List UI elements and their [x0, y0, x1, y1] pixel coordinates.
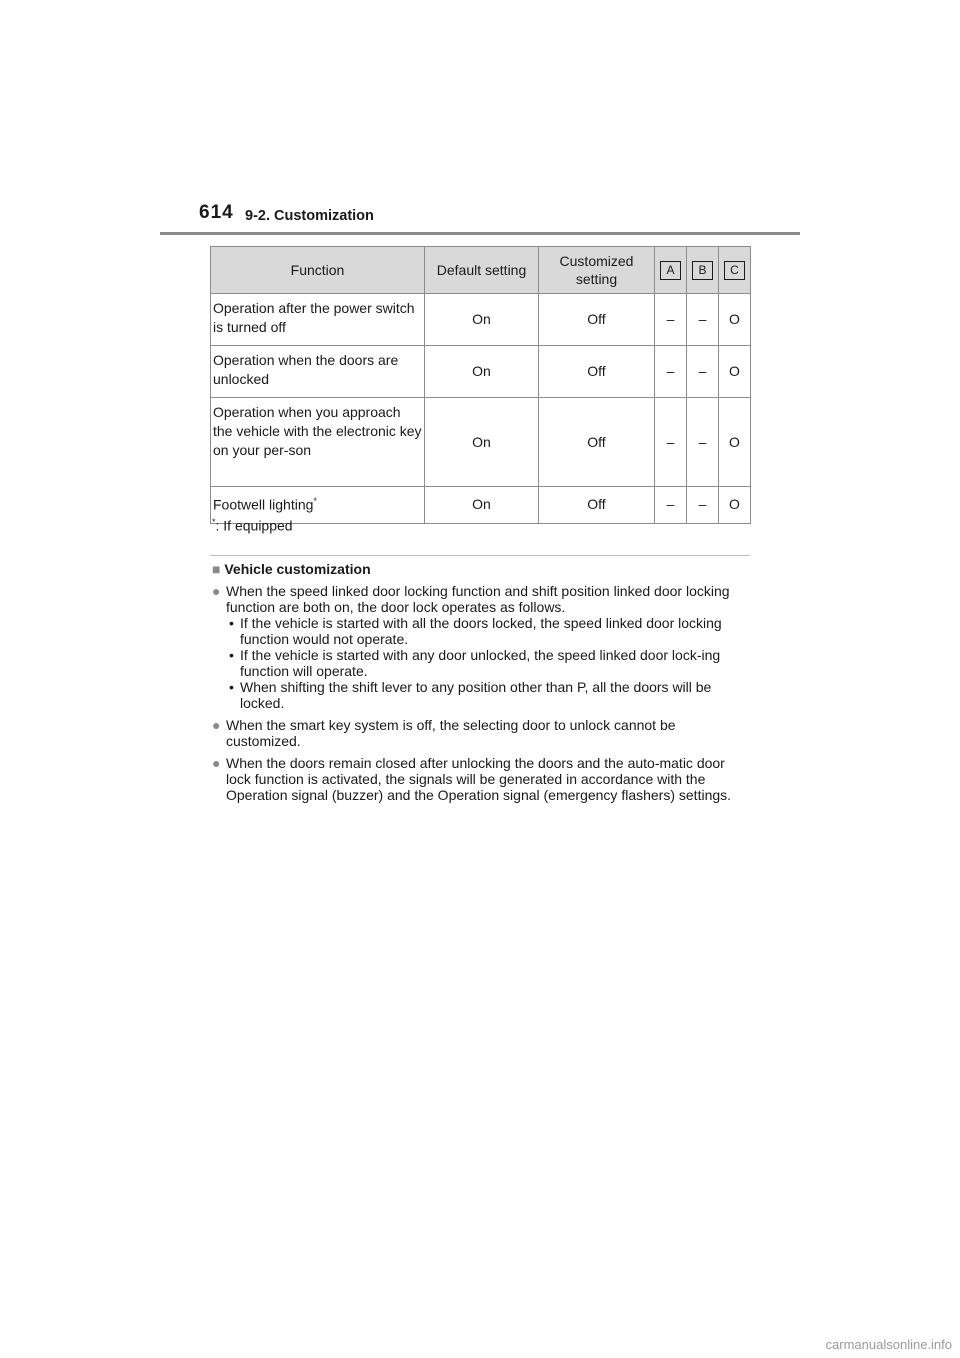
sub-list-item	[226, 679, 752, 711]
table-row	[211, 294, 751, 346]
sub-bullet-icon: •	[229, 647, 234, 663]
footnote	[212, 517, 293, 534]
function-text: Operation after the power switch is turned off	[213, 300, 415, 335]
default-cell: On	[425, 346, 539, 398]
function-text: Operation when the doors are unlocked	[213, 352, 399, 387]
header-divider	[160, 232, 800, 235]
a-cell: –	[655, 294, 687, 346]
footnote-marker: *	[313, 496, 317, 506]
a-cell: –	[655, 346, 687, 398]
c-cell: O	[719, 398, 751, 487]
letter-b-box: B	[692, 261, 713, 280]
b-cell: –	[687, 346, 719, 398]
default-cell: On	[425, 487, 539, 524]
notes-heading	[212, 561, 752, 577]
sub-text: When shifting the shift lever to any position other than P, all the doors will be locked.	[240, 679, 712, 711]
bullet-circle-icon: ●	[212, 583, 221, 599]
col-header-default: Default setting	[425, 247, 539, 294]
col-header-a	[655, 247, 687, 294]
letter-a-box: A	[660, 261, 681, 280]
sub-text: If the vehicle is started with any door unlocked, the speed linked door lock-ing function will operate.	[240, 647, 721, 679]
function-text: Operation when you approach the vehicle with the electronic key on your per-son	[213, 404, 422, 458]
sub-bullet-icon: •	[229, 679, 234, 695]
table-row	[211, 346, 751, 398]
page-number: 614	[199, 202, 234, 223]
b-cell: –	[687, 294, 719, 346]
notes-heading-text: Vehicle customization	[224, 561, 371, 577]
customized-cell: Off	[539, 398, 655, 487]
col-header-c	[719, 247, 751, 294]
bullet-text: When the smart key system is off, the selecting door to unlock cannot be customized.	[226, 717, 676, 749]
table-row	[211, 398, 751, 487]
c-cell: O	[719, 346, 751, 398]
function-text: Footwell lighting	[213, 496, 314, 513]
letter-c-box: C	[724, 261, 745, 280]
section-title: 9-2. Customization	[245, 208, 374, 224]
sub-text: If the vehicle is started with all the doors locked, the speed linked door locking function would not operate.	[240, 615, 722, 647]
col-header-b	[687, 247, 719, 294]
notes-divider	[210, 555, 750, 556]
default-cell: On	[425, 398, 539, 487]
footnote-text: : If equipped	[215, 517, 293, 534]
bullet-circle-icon: ●	[212, 755, 221, 771]
c-cell: O	[719, 487, 751, 524]
function-cell	[211, 346, 425, 398]
notes-section	[212, 561, 752, 809]
square-icon: ■	[212, 561, 221, 577]
watermark: carmanualsonline.info	[825, 1337, 952, 1352]
bullet-text: When the speed linked door locking function and shift position linked door locking function are both on, the door lock operates as follows.	[226, 583, 730, 615]
a-cell: –	[655, 487, 687, 524]
sub-bullet-icon: •	[229, 615, 234, 631]
table-header-row	[211, 247, 751, 294]
list-item	[212, 755, 752, 803]
col-header-function: Function	[211, 247, 425, 294]
a-cell: –	[655, 398, 687, 487]
function-cell	[211, 398, 425, 487]
function-cell	[211, 294, 425, 346]
col-header-customized: Customized setting	[539, 247, 655, 294]
bullet-text: When the doors remain closed after unlocking the doors and the auto-matic door lock function is activated, the signals will be generated in accordance with the Operation signal (buzzer) and the Operation signal (emergency flashers) settings.	[226, 755, 732, 803]
customized-cell: Off	[539, 487, 655, 524]
sub-list-item	[226, 615, 752, 647]
list-item	[212, 717, 752, 749]
customized-cell: Off	[539, 346, 655, 398]
c-cell: O	[719, 294, 751, 346]
list-item	[212, 583, 752, 711]
b-cell: –	[687, 398, 719, 487]
customization-table	[210, 246, 751, 524]
default-cell: On	[425, 294, 539, 346]
bullet-circle-icon: ●	[212, 717, 221, 733]
customized-cell: Off	[539, 294, 655, 346]
b-cell: –	[687, 487, 719, 524]
footnote-mark: *	[212, 517, 216, 527]
sub-list-item	[226, 647, 752, 679]
